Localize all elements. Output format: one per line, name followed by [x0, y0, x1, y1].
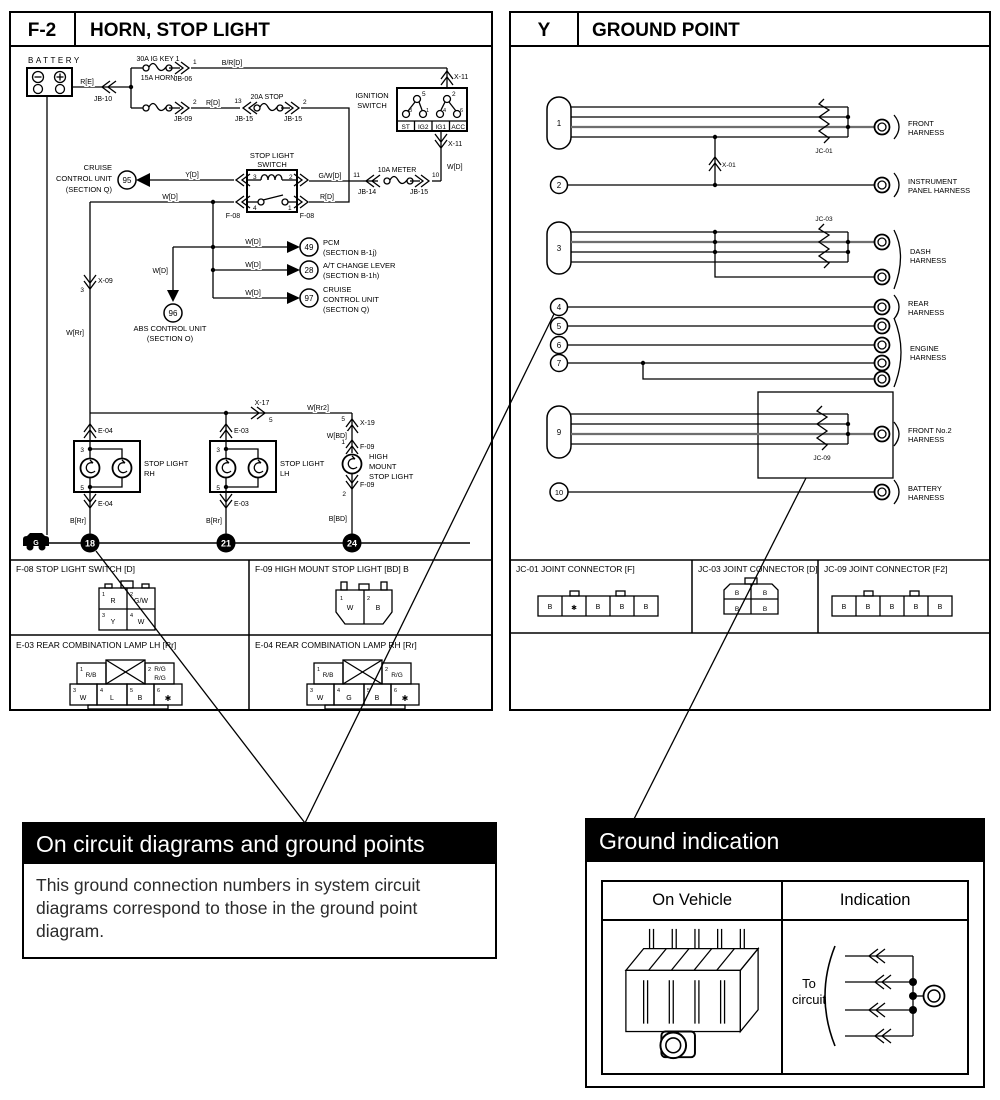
front-harness-bracket	[894, 115, 899, 139]
front2-harness-l2: HARNESS	[908, 435, 945, 444]
stop-light-switch	[226, 151, 315, 220]
pcm-num: 49	[304, 243, 314, 252]
jc03-cell-4: B	[762, 606, 768, 613]
x09-label: X-09	[98, 278, 113, 285]
fuse-stop-label: 20A STOP	[250, 94, 284, 101]
ground-point-18: 18	[84, 538, 96, 549]
col-on-vehicle: On Vehicle	[603, 882, 781, 921]
ground-2-num: 2	[556, 181, 562, 190]
conn-f08-title: F-08 STOP LIGHT SWITCH [D]	[16, 564, 136, 574]
ground-bus	[23, 533, 470, 553]
wire-yd-label: Y[D]	[185, 172, 199, 179]
ground-1-row	[547, 97, 944, 185]
ground-indication-table	[601, 880, 969, 1075]
e03-pin3: 3	[73, 688, 77, 694]
conn-jc01-title: JC-01 JOINT CONNECTOR [F]	[516, 564, 635, 574]
jc09-cell-2: B	[865, 604, 871, 611]
e03-bottom-label: E-03	[234, 501, 249, 508]
rh-pin3: 3	[80, 447, 84, 454]
arrow-right-49	[287, 241, 300, 253]
panel-f2-code: F-2	[27, 20, 57, 41]
battery-harness-l1: BATTERY	[908, 484, 942, 493]
arrow-right-28	[287, 264, 300, 276]
lh-lamp-l1: STOP LIGHT	[280, 459, 325, 468]
lh-pin5: 5	[216, 485, 220, 492]
on-vehicle-drawing	[603, 921, 781, 1073]
front-harness-l2: HARNESS	[908, 128, 945, 137]
rear-harness-bracket	[894, 295, 899, 319]
arrow-left-95	[136, 173, 150, 187]
e04-cell-w: W	[316, 695, 324, 702]
f09-cell-2: B	[375, 605, 381, 612]
e04-pin5: 5	[367, 688, 371, 694]
f09-pin1: 1	[341, 439, 345, 446]
ground-2-row	[551, 173, 971, 197]
e03-cell-rb: R/B	[85, 672, 97, 679]
callout-circuit-grounds-header: On circuit diagrams and ground points	[24, 824, 495, 864]
rh-lamp-l1: STOP LIGHT	[144, 459, 189, 468]
wire-wd-28: W[D]	[245, 262, 261, 269]
callout-circuit-grounds-body: This ground connection numbers in system circuit diagrams correspond to those in the ground point diagram.	[36, 875, 421, 941]
arrow-down-96	[167, 290, 179, 302]
jb14-pin11: 11	[353, 172, 360, 179]
wire-re-label: R[E]	[80, 79, 94, 86]
ign-term-ig2: IG2	[417, 124, 429, 131]
fuse-meter-label: 10A METER	[377, 167, 417, 174]
to-circuit-l2: circuit	[792, 992, 827, 1007]
ignition-label-1: IGNITION	[355, 91, 389, 100]
front-harness-l1: FRONT	[908, 119, 934, 128]
e03-pin2: 2	[148, 667, 152, 673]
ign-pin6: 6	[460, 108, 464, 114]
f08-cell-4: W	[137, 619, 145, 626]
ground-9-num: 9	[556, 428, 562, 437]
jc01-cell-5: B	[643, 604, 649, 611]
jc01-label: JC-01	[815, 148, 833, 155]
jc09-cell-5: B	[937, 604, 943, 611]
conn-jc09-drawing	[832, 591, 952, 616]
x19-pin: 5	[341, 416, 345, 423]
f08-label-left: F-08	[225, 213, 241, 220]
conn-jc09-title: JC-09 JOINT CONNECTOR [F2]	[824, 564, 948, 574]
wire-wrr-label: W[Rr]	[66, 330, 84, 337]
ground-7-num: 7	[556, 359, 562, 368]
e03-cell-rg1: R/G	[154, 666, 166, 673]
panel-f2	[10, 12, 492, 710]
f09-top-label: F-09	[360, 444, 375, 451]
cruise95-l1: CRUISE	[83, 163, 112, 172]
abs-num: 96	[168, 309, 178, 318]
inst-harness-l1: INSTRUMENT	[908, 177, 958, 186]
lh-pin3: 3	[216, 447, 220, 454]
ign-term-acc: ACC	[451, 124, 466, 131]
e03-cell-w: W	[79, 695, 87, 702]
cruise95-l2: CONTROL UNIT	[56, 174, 112, 183]
f08-cell-pin1: 1	[102, 592, 106, 598]
pcm-l2: (SECTION B-1j)	[323, 248, 377, 257]
cruise95-l3: (SECTION Q)	[65, 185, 112, 194]
dash-harness-l1: DASH	[910, 247, 931, 256]
rear-harness-l1: REAR	[908, 299, 929, 308]
conn-f09-title: F-09 HIGH MOUNT STOP LIGHT [BD] B	[255, 564, 409, 574]
ignition-label-2: SWITCH	[357, 101, 387, 110]
cruise97-l2: CONTROL UNIT	[323, 295, 379, 304]
e04-cell-g: G	[346, 695, 352, 702]
ground-g-label: G	[33, 540, 39, 547]
ground-5-num: 5	[556, 322, 562, 331]
hm-l3: STOP LIGHT	[369, 472, 414, 481]
wire-brr-lh: B[Rr]	[206, 518, 222, 525]
ground-point-21: 21	[220, 538, 232, 549]
e04-pin4: 4	[337, 688, 341, 694]
at-l1: A/T CHANGE LEVER	[323, 261, 396, 270]
ign-pin2: 2	[452, 91, 456, 98]
wire-wd-main: W[D]	[162, 194, 178, 201]
ign-pin5: 5	[422, 91, 426, 98]
e04-pin1: 1	[317, 667, 321, 673]
f08-cell-3: Y	[110, 619, 116, 626]
joint-connector-3d-icon	[607, 923, 777, 1071]
jc01-cell-4: B	[619, 604, 625, 611]
to-circuit-l1: To	[802, 976, 817, 991]
wire-gwd-label: G/W[D]	[318, 173, 342, 180]
sw-pin1: 1	[288, 205, 292, 212]
ground-10-num: 10	[554, 488, 564, 497]
e03-pin1: 1	[80, 667, 84, 673]
wire-wd-97: W[D]	[245, 290, 261, 297]
e04-bottom-label: E-04	[98, 501, 113, 508]
wire-rd-label2: R[D]	[320, 194, 334, 201]
f08-label-right: F-08	[299, 213, 315, 220]
x19-label: X-19	[360, 420, 375, 427]
jc09-cell-3: B	[889, 604, 895, 611]
ign-term-ig1: IG1	[435, 124, 446, 131]
f09-cell-pin1: 1	[340, 596, 344, 602]
callout-circuit-grounds	[22, 822, 497, 959]
e04-cell-b: B	[374, 695, 380, 702]
jb09-pin: 2	[193, 99, 197, 106]
f08-cell-1: R	[110, 598, 116, 605]
fuse-igkey-label: 30A IG KEY 1	[136, 56, 180, 63]
f09-cell-pin2: 2	[367, 596, 371, 602]
rh-pin5: 5	[80, 485, 84, 492]
f08-cell-pin2: 2	[130, 592, 134, 598]
battery-harness-bracket	[894, 480, 899, 504]
meter-fuse-row	[309, 167, 441, 196]
wd-distribution	[90, 194, 396, 343]
at-l2: (SECTION B-1h)	[323, 271, 380, 280]
cruise97-l3: (SECTION Q)	[323, 305, 370, 314]
cruise95-num: 95	[122, 176, 132, 185]
jb15-label-b: JB-15	[283, 116, 303, 123]
ign-term-st: ST	[401, 124, 410, 131]
conn-jc03-title: JC-03 JOINT CONNECTOR [D]	[698, 564, 818, 574]
jc03-cell-3: B	[734, 606, 740, 613]
x01-label: X-01	[722, 162, 736, 169]
abs-l1: ABS CONTROL UNIT	[133, 324, 207, 333]
x17-pin: 5	[269, 417, 273, 424]
wire-wd-96: W[D]	[152, 268, 168, 275]
jc09-cell-4: B	[913, 604, 919, 611]
inst-harness-bracket	[894, 173, 899, 197]
indication-drawing	[781, 921, 967, 1073]
e04-pin3: 3	[310, 688, 314, 694]
panel-y	[510, 12, 990, 710]
engine-harness-l1: ENGINE	[910, 344, 939, 353]
jb15-label-c: JB-15	[409, 189, 429, 196]
f09-bottom-label: F-09	[360, 482, 375, 489]
rh-lamp-l2: RH	[144, 469, 155, 478]
f08-cell-2: G/W	[134, 598, 148, 605]
conn-e03-drawing	[70, 660, 182, 709]
battery-label: BATTERY	[28, 56, 82, 65]
conn-jc03-drawing	[724, 578, 778, 614]
jc09-cell-1: B	[841, 604, 847, 611]
jc01-cell-2: ✱	[571, 605, 577, 612]
jc03-cell-2: B	[762, 590, 768, 597]
e03-cell-l: L	[110, 695, 114, 702]
e04-top-label: E-04	[98, 428, 113, 435]
conn-f08-drawing	[99, 581, 155, 630]
ground-4-7-rows	[551, 295, 947, 387]
lh-lamp-l2: LH	[280, 469, 290, 478]
ground-6-num: 6	[556, 341, 562, 350]
f09-pin2: 2	[342, 491, 346, 498]
e04-cell-star: ✱	[401, 694, 409, 703]
front2-harness-bracket	[894, 422, 899, 446]
jc09-label: JC-09	[813, 455, 831, 462]
engine-harness-l2: HARNESS	[910, 353, 947, 362]
cruise97-num: 97	[304, 294, 314, 303]
panel-y-title: GROUND POINT	[592, 20, 740, 41]
wire-wd-49: W[D]	[245, 239, 261, 246]
dash-harness-bracket	[894, 230, 901, 289]
y-connector-panels	[510, 560, 990, 633]
ground-9-row	[547, 392, 952, 478]
conn-jc01-drawing	[538, 591, 658, 616]
e03-cell-star: ✱	[164, 694, 172, 703]
at-num: 28	[304, 266, 314, 275]
ground-4-num: 4	[556, 303, 562, 312]
f08-cell-pin4: 4	[130, 613, 134, 619]
ign-pin1: 1	[426, 108, 430, 114]
engine-harness-bracket	[894, 318, 901, 387]
x17-label: X-17	[254, 400, 270, 407]
wire-wrr2-label: W[Rr2]	[307, 405, 329, 412]
pcm-l1: PCM	[323, 238, 340, 247]
f08-cell-pin3: 3	[102, 613, 106, 619]
wire-brr-rh: B[Rr]	[70, 518, 86, 525]
e03-pin6: 6	[157, 688, 161, 694]
panel-y-code: Y	[537, 20, 551, 41]
jc01-cell-3: B	[595, 604, 601, 611]
callout-ground-indication	[585, 818, 985, 1088]
abs-l2: (SECTION O)	[146, 334, 194, 343]
battery-symbol	[27, 56, 82, 96]
ignition-switch	[355, 68, 468, 181]
ground-point-24: 24	[346, 538, 358, 549]
e03-pin5: 5	[130, 688, 134, 694]
conn-e04-title: E-04 REAR COMBINATION LAMP RH [Rr]	[255, 640, 417, 650]
jc03-cell-1: B	[734, 590, 740, 597]
jb15-pin2: 2	[303, 99, 307, 106]
ground-1-num: 1	[556, 119, 562, 128]
conn-e03-title: E-03 REAR COMBINATION LAMP LH [Rr]	[16, 640, 177, 650]
wire-wd-ign: W[D]	[447, 164, 463, 171]
jb15-pin10: 10	[432, 172, 440, 179]
wire-wbd-label: W[BD]	[326, 433, 347, 440]
conn-e04-drawing	[307, 660, 419, 709]
wire-bbd-label: B[BD]	[328, 516, 347, 523]
jb14-label: JB-14	[357, 189, 377, 196]
jb15-label-a: JB-15	[234, 116, 254, 123]
e04-cell-rb: R/B	[322, 672, 334, 679]
panel-f2-title: HORN, STOP LIGHT	[90, 20, 270, 41]
cruise-control-95	[56, 163, 234, 194]
ground-10-row	[550, 480, 944, 504]
col-indication: Indication	[781, 882, 967, 921]
sw-pin3: 3	[253, 174, 257, 181]
e03-top-label: E-03	[234, 428, 249, 435]
ground-3-num: 3	[556, 244, 562, 253]
jc03-label: JC-03	[815, 216, 833, 223]
stopsw-title-1: STOP LIGHT	[249, 151, 295, 160]
arrow-right-97	[287, 292, 300, 304]
jb15-pin13: 13	[234, 98, 242, 105]
callout-ground-indication-header: Ground indication	[587, 820, 983, 862]
e04-pin2: 2	[385, 667, 389, 673]
front2-harness-l1: FRONT No.2	[908, 426, 952, 435]
e03-cell-rg2: R/G	[154, 675, 166, 682]
fuse-horn-label: 15A HORN	[140, 75, 176, 82]
jb09-label: JB-09	[173, 116, 193, 123]
f09-cell-1: W	[346, 605, 354, 612]
battery-harness-l2: HARNESS	[908, 493, 945, 502]
jb06-label: JB-06	[173, 76, 193, 83]
jb06-pin: 1	[193, 59, 197, 66]
jb10-label: JB-10	[93, 96, 113, 103]
e03-pin4: 4	[100, 688, 104, 694]
sw-pin4: 4	[253, 205, 257, 212]
e03-cell-b: B	[137, 695, 143, 702]
sw-pin2: 2	[289, 174, 293, 181]
f2-connector-panels	[10, 560, 492, 710]
x09-pin: 3	[80, 287, 84, 294]
e04-cell-rg: R/G	[391, 672, 403, 679]
x11-top-label: X-11	[454, 74, 469, 81]
jc01-cell-1: B	[547, 604, 553, 611]
dash-harness-l2: HARNESS	[910, 256, 947, 265]
wire-brd-label: B/R[D]	[221, 60, 243, 67]
ground-indication-symbol	[787, 932, 963, 1062]
cruise97-l1: CRUISE	[323, 285, 352, 294]
inst-harness-l2: PANEL HARNESS	[908, 186, 971, 195]
ign-pin4: 4	[443, 108, 447, 114]
stopsw-title-2: SWITCH	[257, 160, 287, 169]
rear-harness-l2: HARNESS	[908, 308, 945, 317]
hm-l2: MOUNT	[369, 462, 397, 471]
e04-pin6: 6	[394, 688, 398, 694]
hm-l1: HIGH	[369, 452, 388, 461]
conn-f09-drawing	[336, 582, 392, 624]
ign-pin3: 3	[409, 108, 413, 114]
wire-rd-label: R[D]	[206, 100, 220, 107]
x11-bottom-label: X-11	[448, 141, 463, 148]
ground-3-row	[547, 216, 946, 289]
